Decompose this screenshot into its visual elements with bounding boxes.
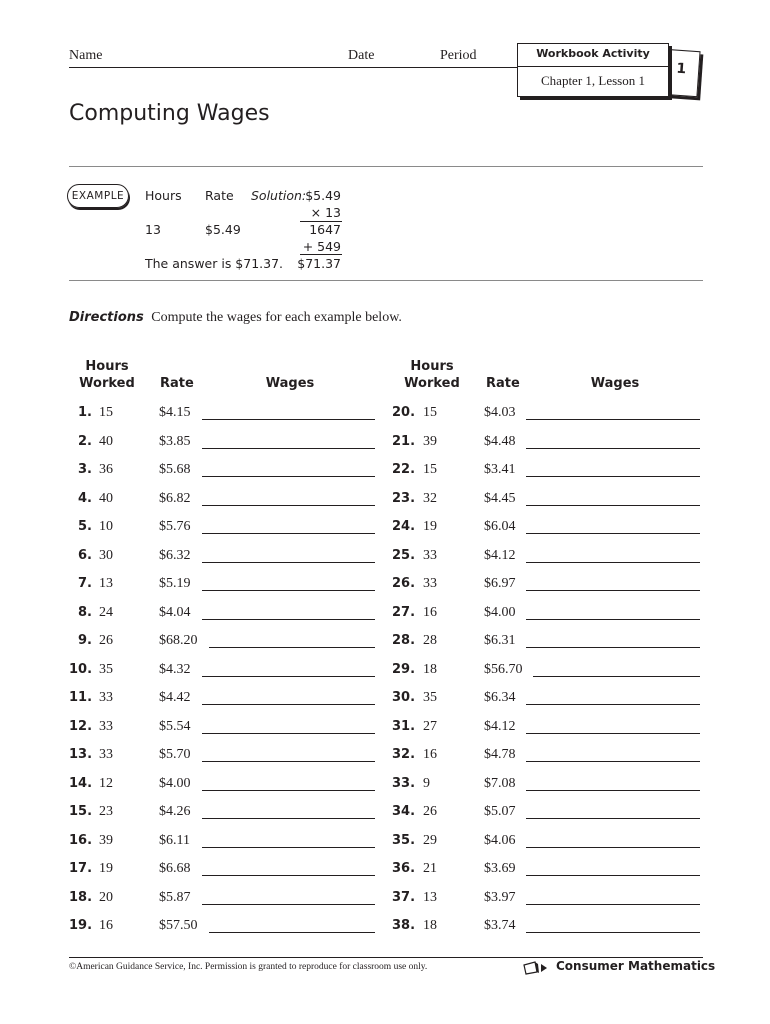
workbook-activity-subtitle: Chapter 1, Lesson 1 <box>541 73 645 88</box>
problem-number: 8. <box>78 604 92 620</box>
problem-hours: 33 <box>423 576 437 591</box>
problem-rate: $4.03 <box>484 405 516 420</box>
problem-hours: 28 <box>423 633 437 648</box>
problem-number: 28. <box>392 633 416 648</box>
col-hours-worked-right <box>399 358 465 392</box>
problem-rate: $6.32 <box>159 547 191 563</box>
problem-hours: 16 <box>423 604 437 620</box>
problem-rate: $5.70 <box>159 747 191 762</box>
problem-number: 16. <box>69 832 93 848</box>
problem-hours: 15 <box>99 405 113 420</box>
wages-answer-line[interactable] <box>526 533 700 534</box>
problem-rate: $5.19 <box>159 576 191 591</box>
name-label: Name <box>69 48 103 63</box>
footer-copyright: ©American Guidance Service, Inc. Permission is granted to reproduce for classroom use only. <box>69 962 428 972</box>
directions-label: Directions <box>69 310 144 325</box>
example-calc-line-3: 1647 <box>309 222 341 237</box>
example-badge: EXAMPLE <box>67 184 129 208</box>
problem-rate: $5.07 <box>484 804 516 819</box>
problem-rate: $3.69 <box>484 861 516 876</box>
problem-rate: $4.12 <box>484 718 516 734</box>
wages-answer-line[interactable] <box>526 932 700 933</box>
problem-hours: 19 <box>423 519 437 534</box>
problem-hours: 23 <box>99 804 113 819</box>
problem-number: 23. <box>392 490 416 506</box>
col-rate-right: Rate <box>486 376 520 391</box>
problem-number: 20. <box>392 405 416 420</box>
problem-hours: 18 <box>423 918 437 933</box>
wages-answer-line[interactable] <box>526 647 700 648</box>
problem-hours: 33 <box>99 718 113 734</box>
col-hours-line2: Worked <box>404 376 460 391</box>
problem-hours: 33 <box>99 690 113 705</box>
example-calc-line-4: + 549 <box>302 239 341 254</box>
wages-answer-line[interactable] <box>526 790 700 791</box>
problem-number: 2. <box>78 433 92 449</box>
problem-row <box>0 776 770 796</box>
problem-hours: 40 <box>99 490 113 506</box>
problem-rate: $6.82 <box>159 490 191 506</box>
problem-number: 26. <box>392 576 416 591</box>
problem-rate: $57.50 <box>159 918 198 933</box>
footer-book-title: Consumer Mathematics <box>556 959 716 973</box>
wages-answer-line[interactable] <box>526 704 700 705</box>
problem-number: 32. <box>392 747 416 762</box>
problem-hours: 15 <box>423 405 437 420</box>
problem-number: 17. <box>69 861 93 876</box>
problem-number: 4. <box>78 490 92 506</box>
problem-number: 37. <box>392 889 416 905</box>
problem-row <box>0 462 770 482</box>
problem-number: 30. <box>392 690 416 705</box>
wages-answer-line[interactable] <box>526 875 700 876</box>
problem-rate: $4.12 <box>484 547 516 563</box>
wages-answer-line[interactable] <box>526 419 700 420</box>
wages-answer-line[interactable] <box>526 562 700 563</box>
problem-row <box>0 918 770 938</box>
problem-row <box>0 662 770 682</box>
col-hours-line1: Hours <box>410 359 454 374</box>
problem-rate: $4.78 <box>484 747 516 762</box>
problem-hours: 30 <box>99 547 113 563</box>
problem-number: 13. <box>69 747 93 762</box>
problem-number: 24. <box>392 519 416 534</box>
problem-row <box>0 690 770 710</box>
wages-answer-line[interactable] <box>526 818 700 819</box>
problem-rate: $5.76 <box>159 519 191 534</box>
problem-hours: 40 <box>99 433 113 449</box>
problem-hours: 35 <box>423 690 437 705</box>
problem-rate: $5.54 <box>159 718 191 734</box>
problem-number: 22. <box>392 462 416 477</box>
example-calc-line-1: $5.49 <box>305 188 341 203</box>
example-solution-label: Solution: <box>251 188 307 203</box>
problem-rate: $6.68 <box>159 861 191 876</box>
problem-number: 31. <box>392 718 416 734</box>
problem-row <box>0 434 770 454</box>
workbook-activity-title: Workbook Activity <box>536 47 650 60</box>
problem-rate: $3.41 <box>484 462 516 477</box>
problem-number: 10. <box>69 661 93 677</box>
problem-hours: 19 <box>99 861 113 876</box>
workbook-activity-box <box>517 43 669 97</box>
problem-rate: $6.04 <box>484 519 516 534</box>
problem-rate: $6.97 <box>484 576 516 591</box>
workbook-activity-divider <box>518 66 668 67</box>
problem-hours: 9 <box>423 775 430 791</box>
problem-rate: $3.97 <box>484 889 516 905</box>
problem-rate: $4.45 <box>484 490 516 506</box>
book-icon <box>523 961 549 975</box>
problem-hours: 12 <box>99 775 113 791</box>
problem-rate: $5.68 <box>159 462 191 477</box>
problem-hours: 39 <box>99 832 113 848</box>
page-title: Computing Wages <box>69 101 270 126</box>
problem-number: 6. <box>78 547 92 563</box>
problem-rate: $68.20 <box>159 633 198 648</box>
wages-answer-line[interactable] <box>533 676 700 677</box>
activity-number: 1 <box>675 60 687 78</box>
example-rule <box>69 280 703 281</box>
wages-answer-line[interactable] <box>526 619 700 620</box>
problem-row <box>0 890 770 910</box>
problem-hours: 35 <box>99 661 113 677</box>
example-calc-rule-2 <box>300 254 342 255</box>
problem-hours: 13 <box>423 889 437 905</box>
header-rule <box>69 67 519 68</box>
problem-rate: $56.70 <box>484 661 523 677</box>
example-rate-label: Rate <box>205 188 234 203</box>
problem-row <box>0 747 770 767</box>
problem-row <box>0 633 770 653</box>
problem-rate: $6.34 <box>484 690 516 705</box>
problem-row <box>0 548 770 568</box>
problem-number: 34. <box>392 804 416 819</box>
problem-hours: 39 <box>423 433 437 449</box>
problem-hours: 16 <box>423 747 437 762</box>
problem-hours: 36 <box>99 462 113 477</box>
footer-rule <box>69 957 703 958</box>
col-wages-right: Wages <box>590 376 640 391</box>
problem-hours: 29 <box>423 832 437 848</box>
wages-answer-line[interactable] <box>526 904 700 905</box>
problem-row <box>0 719 770 739</box>
wages-answer-line[interactable] <box>526 590 700 591</box>
problem-hours: 26 <box>99 633 113 648</box>
wages-answer-line[interactable] <box>526 847 700 848</box>
problem-number: 5. <box>78 519 92 534</box>
problem-hours: 32 <box>423 490 437 506</box>
problem-hours: 21 <box>423 861 437 876</box>
example-rate-value: $5.49 <box>205 222 241 237</box>
problem-rate: $4.04 <box>159 604 191 620</box>
problem-rate: $4.26 <box>159 804 191 819</box>
example-hours-label: Hours <box>145 188 182 203</box>
problem-hours: 20 <box>99 889 113 905</box>
wages-answer-line[interactable] <box>526 476 700 477</box>
problem-number: 15. <box>69 804 93 819</box>
problem-number: 1. <box>78 405 92 420</box>
problem-hours: 27 <box>423 718 437 734</box>
problem-number: 38. <box>392 918 416 933</box>
problem-number: 7. <box>78 576 92 591</box>
problem-number: 25. <box>392 547 416 563</box>
wages-answer-line[interactable] <box>526 448 700 449</box>
problem-rate: $3.85 <box>159 433 191 449</box>
problem-number: 9. <box>78 633 92 648</box>
problem-hours: 10 <box>99 519 113 534</box>
problem-row <box>0 405 770 425</box>
problem-row <box>0 491 770 511</box>
problem-rate: $3.74 <box>484 918 516 933</box>
problem-row <box>0 576 770 596</box>
problem-rate: $6.11 <box>159 832 190 848</box>
problem-hours: 18 <box>423 661 437 677</box>
example-answer: The answer is $71.37. <box>145 256 284 271</box>
problem-rate: $7.08 <box>484 775 516 791</box>
problem-number: 14. <box>69 775 93 791</box>
problem-rate: $4.48 <box>484 433 516 449</box>
problem-hours: 33 <box>99 747 113 762</box>
problem-hours: 15 <box>423 462 437 477</box>
problem-hours: 24 <box>99 604 113 620</box>
col-rate-left: Rate <box>160 376 194 391</box>
col-hours-line2: Worked <box>79 376 135 391</box>
problem-rate: $4.42 <box>159 690 191 705</box>
problem-rate: $4.06 <box>484 832 516 848</box>
problem-row <box>0 861 770 881</box>
example-calc-line-5: $71.37 <box>297 256 341 271</box>
col-hours-line1: Hours <box>85 359 129 374</box>
directions-text: Compute the wages for each example below. <box>151 310 402 325</box>
problem-number: 33. <box>392 775 416 791</box>
col-hours-worked-left <box>74 358 140 392</box>
problem-hours: 26 <box>423 804 437 819</box>
period-label: Period <box>440 48 477 63</box>
problem-number: 21. <box>392 433 416 449</box>
problem-row <box>0 605 770 625</box>
problem-rate: $4.32 <box>159 661 191 677</box>
problem-number: 27. <box>392 604 416 620</box>
problem-hours: 33 <box>423 547 437 563</box>
problem-hours: 13 <box>99 576 113 591</box>
wages-answer-line[interactable] <box>526 761 700 762</box>
title-rule <box>69 166 703 167</box>
example-hours-value: 13 <box>145 222 161 237</box>
wages-answer-line[interactable] <box>526 505 700 506</box>
problem-rate: $4.15 <box>159 405 191 420</box>
example-calc-line-2: × 13 <box>310 205 341 220</box>
problem-number: 12. <box>69 718 93 734</box>
problem-row <box>0 519 770 539</box>
problem-number: 19. <box>69 918 93 933</box>
problem-number: 36. <box>392 861 416 876</box>
problem-row <box>0 833 770 853</box>
problem-number: 29. <box>392 661 416 677</box>
directions <box>69 310 402 326</box>
problem-row <box>0 804 770 824</box>
problem-rate: $4.00 <box>159 775 191 791</box>
problem-number: 18. <box>69 889 93 905</box>
problem-number: 35. <box>392 832 416 848</box>
wages-answer-line[interactable] <box>526 733 700 734</box>
problem-number: 3. <box>78 462 92 477</box>
problem-hours: 16 <box>99 918 113 933</box>
date-label: Date <box>348 48 375 63</box>
problem-rate: $5.87 <box>159 889 191 905</box>
problem-rate: $6.31 <box>484 633 516 648</box>
problem-rate: $4.00 <box>484 604 516 620</box>
col-wages-left: Wages <box>265 376 315 391</box>
problem-number: 11. <box>69 690 93 705</box>
